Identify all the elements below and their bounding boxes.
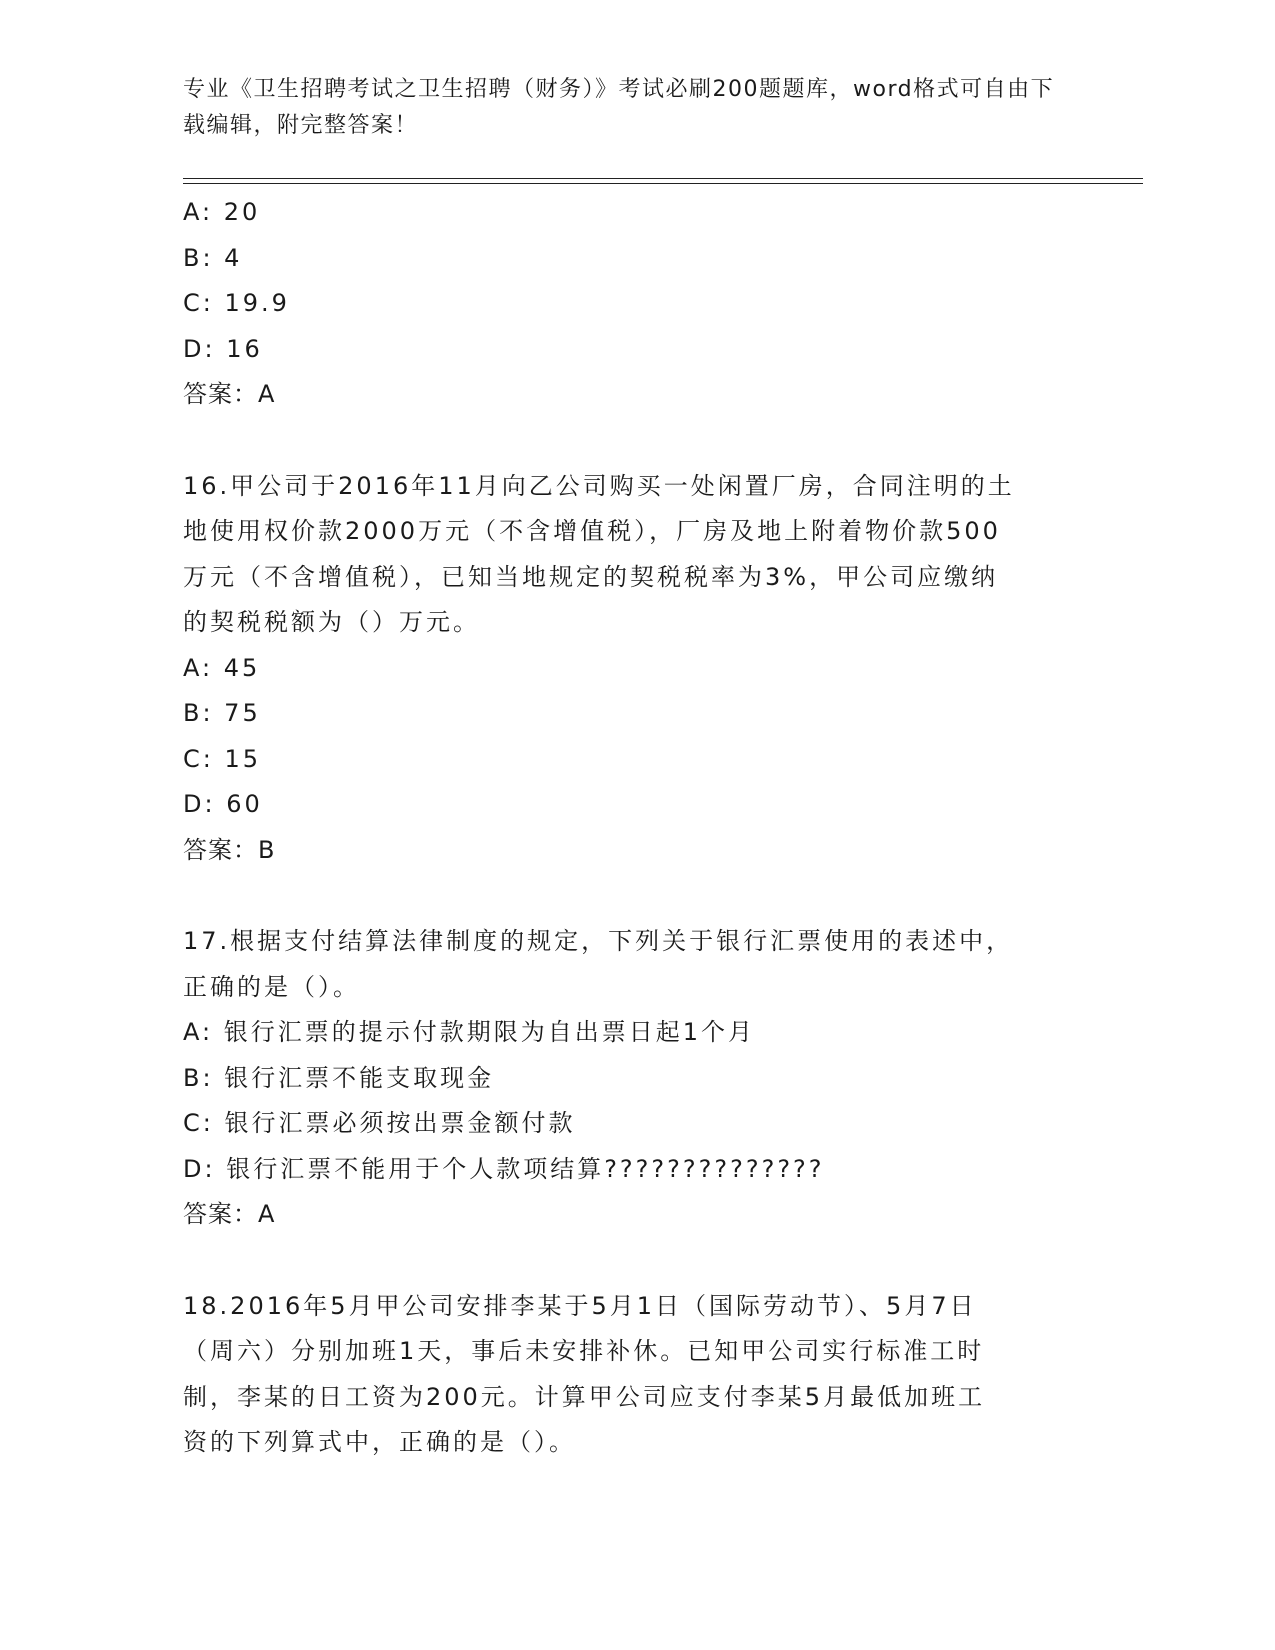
question-stem-line: 地使用权价款2000万元（不含增值税），厂房及地上附着物价款500 <box>183 517 1001 545</box>
question-stem-line: （周六）分别加班1天，事后未安排补休。已知甲公司实行标准工时 <box>183 1337 985 1365</box>
answer-line: 答案：A <box>183 1200 276 1228</box>
answer-line: 答案：B <box>183 835 276 864</box>
option-c: C: 银行汇票必须按出票金额付款 <box>183 1109 576 1137</box>
question-stem-line: 16.甲公司于2016年11月向乙公司购买一处闲置厂房，合同注明的土 <box>183 471 1015 500</box>
option-d: D: 16 <box>183 334 263 363</box>
question-stem-line: 17.根据支付结算法律制度的规定，下列关于银行汇票使用的表述中， <box>183 927 1014 955</box>
option-d: D: 银行汇票不能用于个人款项结算?????????????? <box>183 1154 825 1183</box>
document-header: 专业《卫生招聘考试之卫生招聘（财务）》考试必刷200题题库，word格式可自由下载编辑，附完整答案！ <box>183 77 1055 138</box>
option-b: B: 75 <box>183 699 261 727</box>
option-d: D: 60 <box>183 790 263 818</box>
header-divider-bottom <box>183 183 1143 184</box>
option-a: A: 银行汇票的提示付款期限为自出票日起1个月 <box>183 1018 755 1046</box>
header-divider-top <box>183 178 1143 179</box>
option-b: B: 4 <box>183 243 243 272</box>
question-list <box>183 190 1083 1466</box>
option-a: A: 45 <box>183 653 261 682</box>
answer-line: 答案：A <box>183 380 276 408</box>
spacer <box>183 1238 1083 1284</box>
question-stem-line: 制，李某的日工资为200元。计算甲公司应支付李某5月最低加班工 <box>183 1382 986 1411</box>
question-stem-line: 资的下列算式中，正确的是（）。 <box>183 1428 576 1456</box>
option-a: A: 20 <box>183 198 261 226</box>
question-18 <box>183 1284 1083 1466</box>
spacer <box>183 418 1083 464</box>
question-16 <box>183 464 1083 874</box>
option-c: C: 19.9 <box>183 289 290 317</box>
question-15-continued <box>183 190 1083 418</box>
option-b: B: 银行汇票不能支取现金 <box>183 1063 495 1092</box>
question-17 <box>183 919 1083 1238</box>
question-stem-line: 18.2016年5月甲公司安排李某于5月1日（国际劳动节）、5月7日 <box>183 1291 977 1320</box>
question-stem-line: 万元（不含增值税），已知当地规定的契税税率为3%，甲公司应缴纳 <box>183 562 999 591</box>
spacer <box>183 873 1083 919</box>
question-stem-line: 正确的是（）。 <box>183 972 360 1001</box>
question-stem-line: 的契税税额为（）万元。 <box>183 608 480 636</box>
option-c: C: 15 <box>183 744 262 773</box>
